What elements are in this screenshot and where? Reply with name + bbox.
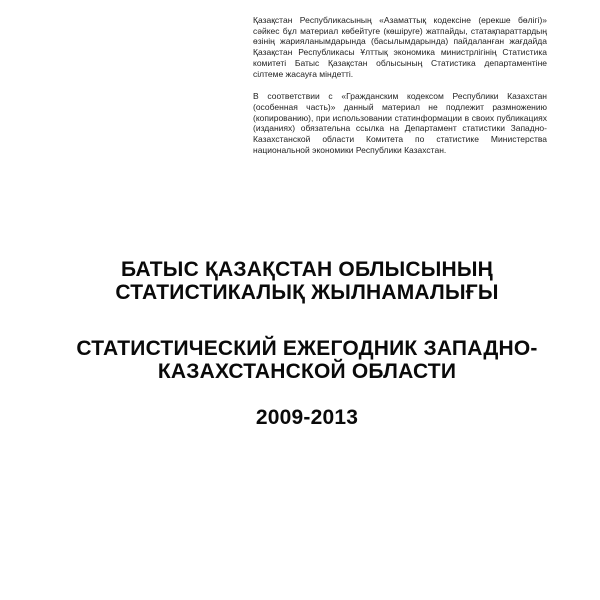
edition-years: 2009-2013 <box>255 406 359 429</box>
title-russian: СТАТИСТИЧЕСКИЙ ЕЖЕГОДНИК ЗАПАДНО-КАЗАХСТАНСКОЙ ОБЛАСТИ <box>76 337 538 383</box>
title-kazakh: БАТЫС ҚАЗАҚСТАН ОБЛЫСЫНЫҢ СТАТИСТИКАЛЫҚ ЖЫЛНАМАЛЫҒЫ <box>115 258 499 304</box>
copyright-paragraph-russian: В соответствии с «Гражданским кодексом Республики Казахстан (особенная часть)» данный материал не подлежит размножению (копированию), при использовании статинформации в своих публикациях (изданиях) обязательна ссылка на Департамент статистики Западно-Казахстанской области Комитета по статистике Министерства национальной экономики Республики Казахстан. <box>253 91 547 155</box>
copyright-paragraph-kazakh: Қазақстан Республикасының «Азаматтық кодексіне (ерекше бөлігі)» сәйкес бұл материал көбейтуге (көшіруге) жатпайды, статақпараттардың өзінің жарияланымдарында (басылымдарында) пайдаланған жағдайда Қазақстан Республикасы Ұлттық экономика министрлігінің Статистика комитеті Батыс Қазақстан облысының Статистика департаментіне сілтеме жасауға міндетті. <box>253 15 547 79</box>
copyright-notice <box>253 15 547 155</box>
